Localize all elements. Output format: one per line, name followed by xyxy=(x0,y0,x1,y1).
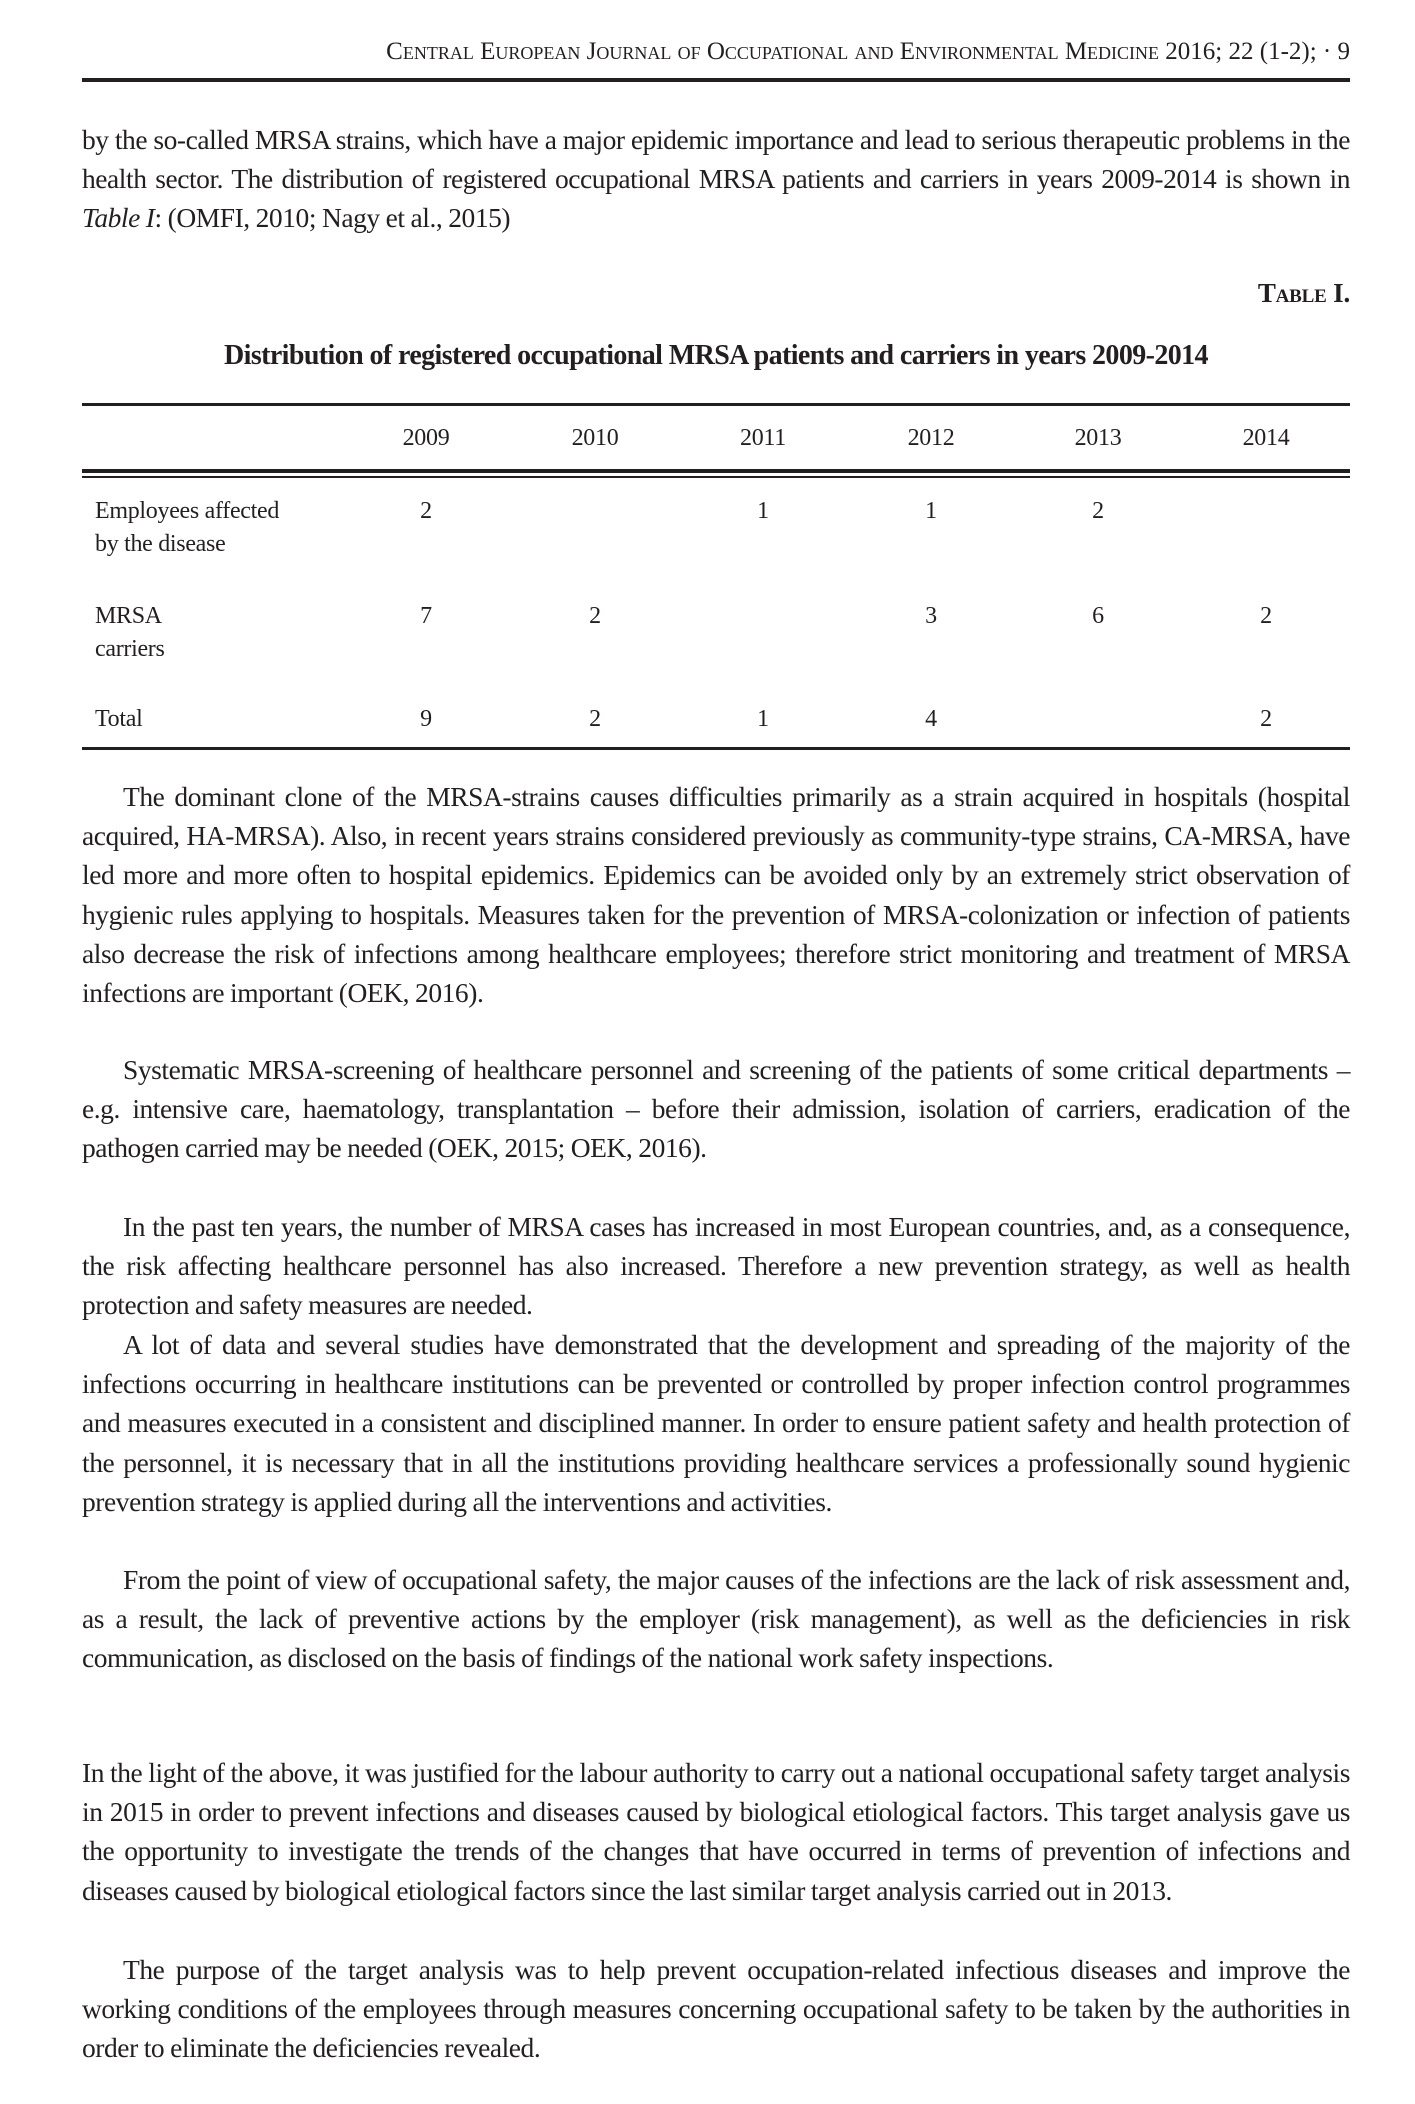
table-cell: 9 xyxy=(420,706,432,732)
row-label-total xyxy=(95,703,285,736)
row-label-mrsa-carriers xyxy=(95,600,285,666)
table-cell: 2 xyxy=(420,498,432,524)
column-header-2009: 2009 xyxy=(402,425,450,451)
table-cell: 2 xyxy=(1092,498,1104,524)
row-label-line: Total xyxy=(95,706,143,732)
row-label-line: Employees affected xyxy=(95,498,280,524)
table-top-rule xyxy=(82,403,1350,406)
table-cell: 1 xyxy=(925,498,937,524)
body-paragraph: In the light of the above, it was justified for the labour authority to carry out a national occupational safety target analysis in 2015 in order to prevent infections and diseases caused by biological etiological factors. This target analysis gave us the opportunity to investigate the trends of the changes that have occurred in terms of prevention of infections and diseases caused by biological etiological factors since the last similar target analysis carried out in 2013. xyxy=(82,1757,1350,1906)
intro-citation: : (OMFI, 2010; Nagy et al., 2015) xyxy=(154,202,511,234)
intro-text: by the so-called MRSA strains, which have a major epidemic importance and lead to serious therapeutic problems in the health sector. The distribution of registered occupational MRSA patients and carriers in years 2009-2014 is shown in xyxy=(82,124,1350,195)
body-paragraph: In the past ten years, the number of MRSA cases has increased in most European countries, and, as a consequence, the risk affecting healthcare personnel has also increased. Therefore a new prevention strategy, as well as health protection and safety measures are needed. xyxy=(82,1211,1350,1321)
table-cell: 2 xyxy=(589,603,601,629)
table-cell: 2 xyxy=(1260,603,1272,629)
table-title: Distribution of registered occupational MRSA patients and carriers in years 2009-2014 xyxy=(224,340,1208,371)
table-cell: 2 xyxy=(1260,706,1272,732)
row-label-line: MRSA xyxy=(95,603,162,629)
table-bottom-rule xyxy=(82,747,1350,750)
header-rule xyxy=(82,78,1350,82)
body-paragraph: The purpose of the target analysis was to help prevent occupation-related infectious diseases and improve the working conditions of the employees through measures concerning occupational safety to be taken by the authorities in order to eliminate the deficiencies revealed. xyxy=(82,1954,1350,2064)
column-header-2014: 2014 xyxy=(1242,425,1290,451)
journal-issue: 2016; 22 (1-2); xyxy=(1165,38,1317,65)
body-paragraph: A lot of data and several studies have demonstrated that the development and spreading of the majority of the infections occurring in healthcare institutions can be prevented or controlled by proper infection control programmes and measures executed in a consistent and disciplined manner. In order to ensure patient safety and health protection of the personnel, it is necessary that in all the institutions providing healthcare services a professionally sound hygienic prevention strategy is applied during all the interventions and activities. xyxy=(82,1329,1350,1517)
column-header-2012: 2012 xyxy=(907,425,955,451)
table-header-rule-thin xyxy=(82,476,1350,478)
running-head xyxy=(386,38,1350,66)
column-header-2013: 2013 xyxy=(1074,425,1122,451)
table-cell: 7 xyxy=(420,603,432,629)
body-paragraph: From the point of view of occupational safety, the major causes of the infections are the lack of risk assessment and, as a result, the lack of preventive actions by the employer (risk management), as well as the deficiencies in risk communication, as disclosed on the basis of findings of the national work safety inspections. xyxy=(82,1564,1350,1674)
table-cell: 3 xyxy=(925,603,937,629)
row-label-employees-affected xyxy=(95,495,285,561)
table-cell: 2 xyxy=(589,706,601,732)
column-header-2010: 2010 xyxy=(571,425,619,451)
column-header-2011: 2011 xyxy=(740,425,786,451)
body-paragraph: The dominant clone of the MRSA-strains causes difficulties primarily as a strain acquired in hospitals (hospital acquired, HA-MRSA). Also, in recent years strains considered previously as community-type strains, CA-MRSA, have led more and more often to hospital epidemics. Epidemics can be avoided only by an extremely strict observation of hygienic rules applying to hospitals. Measures taken for the prevention of MRSA-colonization or infection of patients also decrease the risk of infections among healthcare employees; therefore strict monitoring and treatment of MRSA infections are important (OEK, 2016). xyxy=(82,781,1350,1009)
table-label: Table I. xyxy=(1257,278,1350,308)
table-cell: 4 xyxy=(925,706,937,732)
journal-name: Central European Journal of Occupational and Environmental Medicine xyxy=(386,38,1160,65)
row-label-line: by the disease xyxy=(95,531,226,557)
page-number: · 9 xyxy=(1322,38,1350,65)
row-label-line: carriers xyxy=(95,636,165,662)
intro-paragraph xyxy=(82,120,1350,238)
table-cell: 1 xyxy=(757,706,769,732)
table-reference: Table I xyxy=(82,202,155,234)
body-paragraph: Systematic MRSA-screening of healthcare personnel and screening of the patients of some critical departments – e.g. intensive care, haematology, transplantation – before their admission, isolation of carriers, eradication of the pathogen carried may be needed (OEK, 2015; OEK, 2016). xyxy=(82,1054,1350,1164)
table-cell: 1 xyxy=(757,498,769,524)
table-header-rule-thick xyxy=(82,469,1350,473)
table-cell: 6 xyxy=(1092,603,1104,629)
